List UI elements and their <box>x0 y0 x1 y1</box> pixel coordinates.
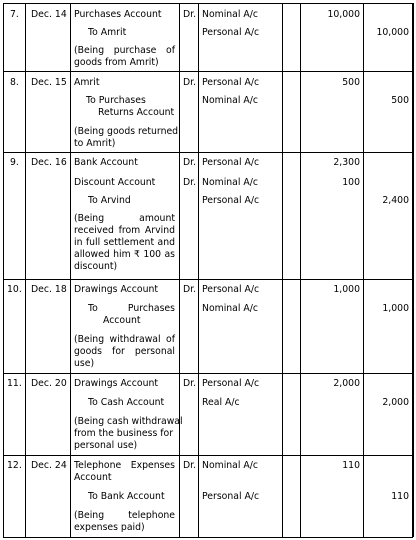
credit-account-type: Nominal A/c <box>202 303 259 314</box>
row-divider <box>3 71 413 72</box>
debit-account: Amrit <box>74 77 100 88</box>
table-border-left <box>3 3 4 537</box>
dr-marker: Dr. <box>183 378 197 389</box>
table-border-right <box>412 3 414 537</box>
row-divider <box>3 3 413 4</box>
credit-account-type: Personal A/c <box>202 491 260 502</box>
credit-account-type: Real A/c <box>202 397 240 408</box>
row-divider <box>3 152 413 153</box>
debit-account-type: Nominal A/c <box>202 177 259 188</box>
narration-line: (Being telephone <box>74 510 175 521</box>
narration-line: (Being withdrawal of <box>74 334 175 345</box>
narration-line: to Amrit) <box>74 138 116 149</box>
narration-line: received from Arvind <box>74 225 175 236</box>
entry-number: 12. <box>7 460 22 471</box>
debit-account: Bank Account <box>74 157 138 168</box>
dr-marker: Dr. <box>183 157 197 168</box>
row-divider <box>3 537 413 538</box>
narration-line: personal use) <box>74 440 138 451</box>
dr-marker: Dr. <box>183 9 197 20</box>
debit-amount: 2,300 <box>333 157 360 168</box>
dr-marker: Dr. <box>183 284 197 295</box>
entry-number: 8. <box>10 77 19 88</box>
column-divider <box>70 3 71 537</box>
row-divider <box>3 279 413 280</box>
narration-line: discount) <box>74 261 118 272</box>
credit-account: To Cash Account <box>88 397 165 408</box>
dr-marker: Dr. <box>183 177 197 188</box>
credit-account: To Amrit <box>88 27 127 38</box>
entry-date: Dec. 18 <box>31 284 67 295</box>
narration-line: (Being amount <box>74 213 175 224</box>
credit-amount: 110 <box>391 491 409 502</box>
narration-line: from the business for <box>74 428 174 439</box>
entry-date: Dec. 16 <box>31 157 67 168</box>
credit-account: To Purchases <box>86 95 146 106</box>
debit-account-type: Personal A/c <box>202 378 260 389</box>
entry-number: 11. <box>7 378 22 389</box>
credit-amount: 2,400 <box>382 195 409 206</box>
narration-line: allowed him ₹ 100 as <box>74 249 175 260</box>
debit-account: Drawings Account <box>74 284 158 295</box>
debit-account-type: Nominal A/c <box>202 460 259 471</box>
debit-amount: 500 <box>342 77 360 88</box>
entry-date: Dec. 20 <box>31 378 67 389</box>
column-divider <box>179 3 180 537</box>
narration-line: goods from Amrit) <box>74 57 159 68</box>
narration-line: use) <box>74 358 95 369</box>
debit-amount: 100 <box>342 177 360 188</box>
credit-account: To Purchases <box>88 303 175 314</box>
row-divider <box>3 373 413 374</box>
credit-account-type: Nominal A/c <box>202 95 259 106</box>
entry-number: 7. <box>10 9 19 20</box>
debit-account-type: Nominal A/c <box>202 9 259 20</box>
debit-amount: 110 <box>342 460 360 471</box>
narration-line: (Being goods returned <box>74 126 179 137</box>
debit-account: Purchases Account <box>74 9 162 20</box>
narration-line: expenses paid) <box>74 522 145 533</box>
credit-amount: 2,000 <box>382 397 409 408</box>
debit-account: Drawings Account <box>74 378 158 389</box>
entry-date: Dec. 15 <box>31 77 67 88</box>
entry-number: 9. <box>10 157 19 168</box>
column-divider <box>363 3 364 537</box>
credit-account-type: Personal A/c <box>202 195 260 206</box>
column-divider <box>198 3 199 537</box>
entry-number: 10. <box>7 284 22 295</box>
column-divider <box>282 3 283 537</box>
debit-amount: 1,000 <box>333 284 360 295</box>
credit-amount: 500 <box>391 95 409 106</box>
debit-account-type: Personal A/c <box>202 157 260 168</box>
credit-amount: 10,000 <box>376 27 409 38</box>
credit-account: Account <box>103 315 141 326</box>
dr-marker: Dr. <box>183 77 197 88</box>
column-divider <box>25 3 26 537</box>
credit-account: To Arvind <box>88 195 131 206</box>
column-divider <box>300 3 301 537</box>
debit-account-type: Personal A/c <box>202 284 260 295</box>
debit-account: Discount Account <box>74 177 156 188</box>
row-divider <box>3 455 413 456</box>
debit-account: Account <box>74 472 112 483</box>
dr-marker: Dr. <box>183 460 197 471</box>
entry-date: Dec. 14 <box>31 9 67 20</box>
debit-account: Telephone Expenses <box>74 460 175 471</box>
narration-line: goods for personal <box>74 346 175 357</box>
credit-amount: 1,000 <box>382 303 409 314</box>
narration-line: in full settlement and <box>74 237 175 248</box>
credit-account: To Bank Account <box>88 491 165 502</box>
entry-date: Dec. 24 <box>31 460 67 471</box>
debit-account-type: Personal A/c <box>202 77 260 88</box>
narration-line: (Being purchase of <box>74 45 175 56</box>
narration-line: (Being cash withdrawal <box>74 416 183 427</box>
debit-amount: 10,000 <box>327 9 360 20</box>
debit-amount: 2,000 <box>333 378 360 389</box>
credit-account: Returns Account <box>98 107 175 118</box>
credit-account-type: Personal A/c <box>202 27 260 38</box>
